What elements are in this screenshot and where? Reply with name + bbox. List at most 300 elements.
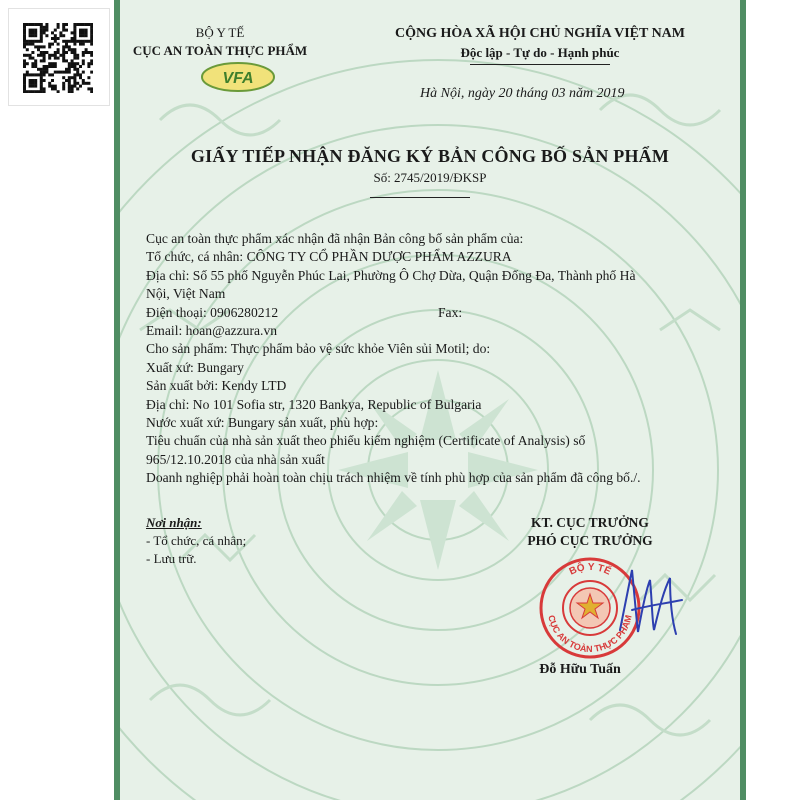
qr-module — [43, 65, 46, 68]
qr-module — [51, 79, 54, 82]
qr-module — [76, 87, 79, 90]
qr-module — [45, 68, 48, 71]
qr-module — [85, 40, 88, 43]
qr-module — [43, 71, 46, 74]
qr-module — [45, 34, 48, 37]
qr-module — [65, 71, 68, 74]
qr-module — [90, 87, 93, 90]
qr-module — [62, 87, 65, 90]
qr-module — [79, 23, 82, 26]
qr-module — [26, 71, 29, 74]
responsibility-line: Doanh nghiệp phải hoàn toàn chịu trách nhiệm về tính phù hợp của sản phẩm đã công bố./. — [146, 470, 641, 486]
qr-module — [71, 40, 74, 43]
qr-module — [71, 87, 74, 90]
qr-module — [23, 45, 26, 48]
qr-module — [73, 23, 76, 26]
qr-module — [23, 62, 26, 65]
qr-module — [29, 57, 32, 60]
qr-module — [45, 65, 48, 68]
qr-module — [51, 54, 54, 57]
qr-module — [62, 76, 65, 79]
standard-line-1: Tiêu chuẩn của nhà sản xuất theo phiếu kiểm nghiệm (Certificate of Analysis) số — [146, 433, 586, 449]
qr-module — [73, 37, 76, 40]
qr-module — [40, 71, 43, 74]
qr-module — [62, 71, 65, 74]
qr-module — [40, 45, 43, 48]
qr-module — [54, 54, 57, 57]
qr-module — [73, 31, 76, 34]
qr-module — [26, 54, 29, 57]
document-title: GIẤY TIẾP NHẬN ĐĂNG KÝ BẢN CÔNG BỐ SẢN PHẨM — [190, 146, 670, 166]
qr-module — [37, 40, 40, 43]
qr-module — [40, 31, 43, 34]
qr-module — [68, 90, 71, 93]
qr-module — [90, 31, 93, 34]
qr-module — [29, 79, 32, 82]
qr-module — [48, 45, 51, 48]
qr-module — [40, 68, 43, 71]
qr-module — [23, 65, 26, 68]
qr-module — [68, 40, 71, 43]
qr-module — [43, 54, 46, 57]
qr-module — [23, 90, 26, 93]
recipients-heading: Nơi nhận: — [146, 515, 202, 530]
qr-module — [40, 90, 43, 93]
national-header — [350, 24, 730, 65]
qr-module — [90, 40, 93, 43]
qr-module — [37, 54, 40, 57]
qr-module — [57, 48, 60, 51]
qr-module — [71, 76, 74, 79]
qr-module — [51, 85, 54, 88]
recipient-item: - Tổ chức, cá nhân; — [146, 533, 247, 548]
qr-module — [73, 40, 76, 43]
qr-module — [40, 54, 43, 57]
qr-module — [31, 51, 34, 54]
qr-module — [85, 29, 88, 32]
qr-module — [82, 31, 85, 34]
qr-module — [29, 29, 32, 32]
qr-module — [73, 57, 76, 60]
qr-module — [79, 85, 82, 88]
qr-module — [34, 73, 37, 76]
qr-module — [90, 26, 93, 29]
qr-module — [73, 68, 76, 71]
qr-module — [54, 37, 57, 40]
qr-module — [57, 23, 60, 26]
qr-module — [43, 68, 46, 71]
qr-module — [31, 31, 34, 34]
qr-module — [34, 34, 37, 37]
qr-module — [73, 62, 76, 65]
qr-module — [23, 79, 26, 82]
qr-module — [29, 54, 32, 57]
qr-module — [73, 29, 76, 32]
signature-title-1: KT. CỤC TRƯỞNG — [531, 515, 649, 530]
qr-module — [73, 79, 76, 82]
qr-module — [71, 37, 74, 40]
qr-module — [48, 62, 51, 65]
qr-module — [54, 85, 57, 88]
qr-module — [40, 59, 43, 62]
qr-code-panel — [8, 8, 110, 106]
qr-module — [40, 73, 43, 76]
qr-module — [40, 51, 43, 54]
issuer-header — [120, 24, 320, 60]
manufacturer-address-line: Địa chỉ: No 101 Sofia str, 1320 Bankya, Republic of Bulgaria — [146, 396, 482, 412]
qr-module — [23, 54, 26, 57]
product-line: Cho sản phẩm: Thực phẩm bảo vệ sức khỏe Viên sủi Motil; do: — [146, 341, 491, 357]
qr-module — [59, 54, 62, 57]
qr-module — [31, 82, 34, 85]
qr-module — [90, 23, 93, 26]
qr-module — [31, 62, 34, 65]
qr-module — [29, 90, 32, 93]
qr-code-icon — [23, 23, 93, 93]
qr-module — [85, 51, 88, 54]
qr-module — [90, 62, 93, 65]
vfa-logo-icon — [198, 60, 278, 94]
phone-fax-line — [146, 304, 736, 322]
qr-module — [71, 48, 74, 51]
qr-module — [54, 71, 57, 74]
qr-module — [26, 43, 29, 46]
intro-line: Cục an toàn thực phẩm xác nhận đã nhận Bản công bố sản phẩm của: — [146, 231, 524, 246]
qr-module — [65, 45, 68, 48]
qr-module — [51, 65, 54, 68]
recipient-item: - Lưu trữ. — [146, 551, 197, 566]
handwritten-signature-icon — [612, 560, 692, 650]
qr-module — [40, 37, 43, 40]
qr-module — [40, 29, 43, 32]
qr-module — [82, 29, 85, 32]
qr-module — [90, 43, 93, 46]
qr-module — [34, 40, 37, 43]
qr-module — [87, 82, 90, 85]
qr-module — [45, 51, 48, 54]
qr-module — [73, 51, 76, 54]
qr-module — [51, 37, 54, 40]
qr-module — [62, 34, 65, 37]
qr-module — [23, 31, 26, 34]
qr-module — [29, 43, 32, 46]
qr-module — [62, 85, 65, 88]
qr-module — [82, 34, 85, 37]
qr-module — [40, 23, 43, 26]
qr-module — [82, 79, 85, 82]
qr-module — [62, 51, 65, 54]
qr-module — [26, 62, 29, 65]
qr-module — [34, 79, 37, 82]
qr-module — [85, 23, 88, 26]
qr-module — [65, 59, 68, 62]
qr-module — [40, 76, 43, 79]
qr-module — [48, 85, 51, 88]
qr-module — [34, 45, 37, 48]
qr-module — [76, 23, 79, 26]
qr-module — [51, 62, 54, 65]
qr-module — [90, 29, 93, 32]
qr-module — [57, 26, 60, 29]
qr-module — [79, 65, 82, 68]
qr-module — [37, 48, 40, 51]
qr-module — [65, 51, 68, 54]
qr-module — [48, 65, 51, 68]
qr-module — [71, 85, 74, 88]
qr-module — [43, 87, 46, 90]
qr-module — [26, 90, 29, 93]
qr-module — [87, 87, 90, 90]
phone-field: Điện thoại: 0906280212 — [146, 304, 279, 320]
qr-module — [43, 73, 46, 76]
qr-module — [51, 73, 54, 76]
qr-module — [40, 82, 43, 85]
qr-module — [73, 73, 76, 76]
qr-module — [57, 57, 60, 60]
qr-module — [34, 29, 37, 32]
qr-module — [23, 34, 26, 37]
qr-module — [31, 73, 34, 76]
signature-title-block — [500, 514, 680, 550]
qr-module — [48, 54, 51, 57]
qr-module — [73, 85, 76, 88]
qr-module — [23, 76, 26, 79]
address-line-2: Nội, Việt Nam — [146, 286, 226, 302]
qr-module — [76, 40, 79, 43]
qr-module — [43, 51, 46, 54]
qr-module — [79, 40, 82, 43]
qr-module — [82, 23, 85, 26]
qr-module — [68, 48, 71, 51]
qr-module — [79, 73, 82, 76]
qr-module — [90, 37, 93, 40]
qr-module — [26, 23, 29, 26]
national-motto: Độc lập - Tự do - Hạnh phúc — [460, 45, 620, 60]
qr-module — [31, 29, 34, 32]
qr-module — [73, 43, 76, 46]
qr-module — [82, 51, 85, 54]
qr-module — [85, 82, 88, 85]
qr-module — [71, 62, 74, 65]
signer-name: Đỗ Hữu Tuấn — [539, 662, 621, 677]
qr-module — [73, 48, 76, 51]
qr-module — [43, 59, 46, 62]
qr-module — [34, 59, 37, 62]
qr-module — [51, 43, 54, 46]
qr-module — [34, 31, 37, 34]
qr-module — [76, 82, 79, 85]
qr-module — [79, 76, 82, 79]
qr-module — [71, 59, 74, 62]
qr-module — [51, 87, 54, 90]
qr-module — [48, 73, 51, 76]
qr-module — [40, 40, 43, 43]
qr-module — [51, 31, 54, 34]
qr-module — [34, 82, 37, 85]
qr-module — [76, 68, 79, 71]
qr-module — [87, 76, 90, 79]
qr-module — [29, 34, 32, 37]
organization-line: Tổ chức, cá nhân: CÔNG TY CỔ PHẦN DƯỢC PHẨM AZZURA — [146, 249, 512, 265]
qr-module — [87, 62, 90, 65]
title-rule — [370, 197, 470, 198]
manufacturer-line: Sản xuất bởi: Kendy LTD — [146, 378, 287, 394]
qr-module — [54, 57, 57, 60]
qr-module — [79, 34, 82, 37]
qr-module — [76, 71, 79, 74]
qr-module — [37, 73, 40, 76]
qr-module — [54, 65, 57, 68]
qr-module — [29, 31, 32, 34]
qr-module — [29, 23, 32, 26]
qr-module — [34, 62, 37, 65]
qr-module — [73, 65, 76, 68]
qr-module — [31, 43, 34, 46]
qr-module — [23, 87, 26, 90]
qr-module — [23, 23, 26, 26]
qr-module — [68, 68, 71, 71]
signature-title-2: PHÓ CỤC TRƯỞNG — [527, 533, 653, 548]
qr-module — [65, 68, 68, 71]
qr-module — [65, 43, 68, 46]
recipients-block — [146, 514, 246, 568]
qr-module — [76, 62, 79, 65]
certificate-body — [146, 230, 736, 488]
qr-module — [40, 87, 43, 90]
qr-module — [71, 90, 74, 93]
vfa-logo-text: VFA — [222, 70, 254, 87]
qr-module — [29, 73, 32, 76]
qr-module — [34, 90, 37, 93]
qr-module — [62, 40, 65, 43]
qr-module — [43, 90, 46, 93]
qr-module — [45, 29, 48, 32]
qr-module — [62, 48, 65, 51]
qr-module — [68, 65, 71, 68]
qr-module — [82, 62, 85, 65]
qr-module — [65, 23, 68, 26]
qr-module — [23, 85, 26, 88]
qr-module — [71, 65, 74, 68]
qr-module — [43, 29, 46, 32]
qr-module — [90, 34, 93, 37]
qr-module — [31, 90, 34, 93]
qr-module — [23, 26, 26, 29]
qr-module — [59, 71, 62, 74]
qr-module — [82, 43, 85, 46]
qr-module — [73, 82, 76, 85]
qr-module — [54, 51, 57, 54]
qr-module — [68, 85, 71, 88]
qr-module — [31, 65, 34, 68]
qr-module — [73, 76, 76, 79]
qr-module — [62, 59, 65, 62]
qr-module — [31, 34, 34, 37]
qr-module — [82, 82, 85, 85]
qr-module — [43, 31, 46, 34]
qr-module — [62, 23, 65, 26]
qr-module — [23, 37, 26, 40]
qr-module — [40, 34, 43, 37]
qr-module — [31, 23, 34, 26]
qr-module — [79, 43, 82, 46]
origin-line: Xuất xứ: Bungary — [146, 359, 244, 375]
qr-module — [29, 85, 32, 88]
qr-module — [23, 82, 26, 85]
qr-module — [23, 29, 26, 32]
qr-module — [54, 29, 57, 32]
qr-module — [76, 73, 79, 76]
qr-module — [57, 90, 60, 93]
qr-module — [48, 43, 51, 46]
qr-module — [54, 40, 57, 43]
qr-module — [85, 48, 88, 51]
qr-module — [23, 43, 26, 46]
fax-field: Fax: — [438, 304, 463, 320]
nation-name: CỘNG HÒA XÃ HỘI CHỦ NGHĨA VIỆT NAM — [394, 26, 685, 41]
qr-module — [54, 62, 57, 65]
qr-module — [71, 51, 74, 54]
qr-module — [45, 71, 48, 74]
svg-text:BỘ Y TẾ: BỘ Y TẾ — [567, 561, 613, 578]
qr-module — [90, 71, 93, 74]
qr-module — [62, 57, 65, 60]
qr-module — [62, 45, 65, 48]
standard-line-2: 965/12.10.2018 của nhà sản xuất — [146, 451, 325, 467]
qr-module — [90, 51, 93, 54]
qr-module — [34, 65, 37, 68]
qr-module — [76, 57, 79, 60]
qr-module — [40, 26, 43, 29]
qr-module — [82, 59, 85, 62]
qr-module — [90, 90, 93, 93]
qr-module — [65, 79, 68, 82]
qr-module — [26, 40, 29, 43]
qr-module — [26, 48, 29, 51]
qr-module — [45, 26, 48, 29]
qr-module — [73, 34, 76, 37]
qr-module — [68, 62, 71, 65]
email-line: Email: hoan@azzura.vn — [146, 323, 278, 339]
qr-module — [29, 82, 32, 85]
qr-module — [31, 57, 34, 60]
origin-country-line: Nước xuất xứ: Bungary sản xuất, phù hợp: — [146, 415, 379, 431]
qr-module — [54, 34, 57, 37]
qr-module — [40, 79, 43, 82]
qr-module — [87, 51, 90, 54]
qr-module — [31, 40, 34, 43]
qr-module — [82, 71, 85, 74]
qr-module — [37, 23, 40, 26]
qr-module — [68, 82, 71, 85]
qr-module — [73, 26, 76, 29]
qr-module — [62, 29, 65, 32]
qr-module — [82, 54, 85, 57]
qr-module — [23, 73, 26, 76]
qr-module — [90, 54, 93, 57]
qr-module — [68, 71, 71, 74]
qr-module — [31, 79, 34, 82]
qr-module — [87, 65, 90, 68]
qr-module — [54, 87, 57, 90]
qr-module — [37, 45, 40, 48]
qr-module — [68, 45, 71, 48]
qr-module — [23, 40, 26, 43]
qr-module — [62, 26, 65, 29]
qr-module — [37, 90, 40, 93]
qr-module — [48, 57, 51, 60]
qr-module — [43, 57, 46, 60]
